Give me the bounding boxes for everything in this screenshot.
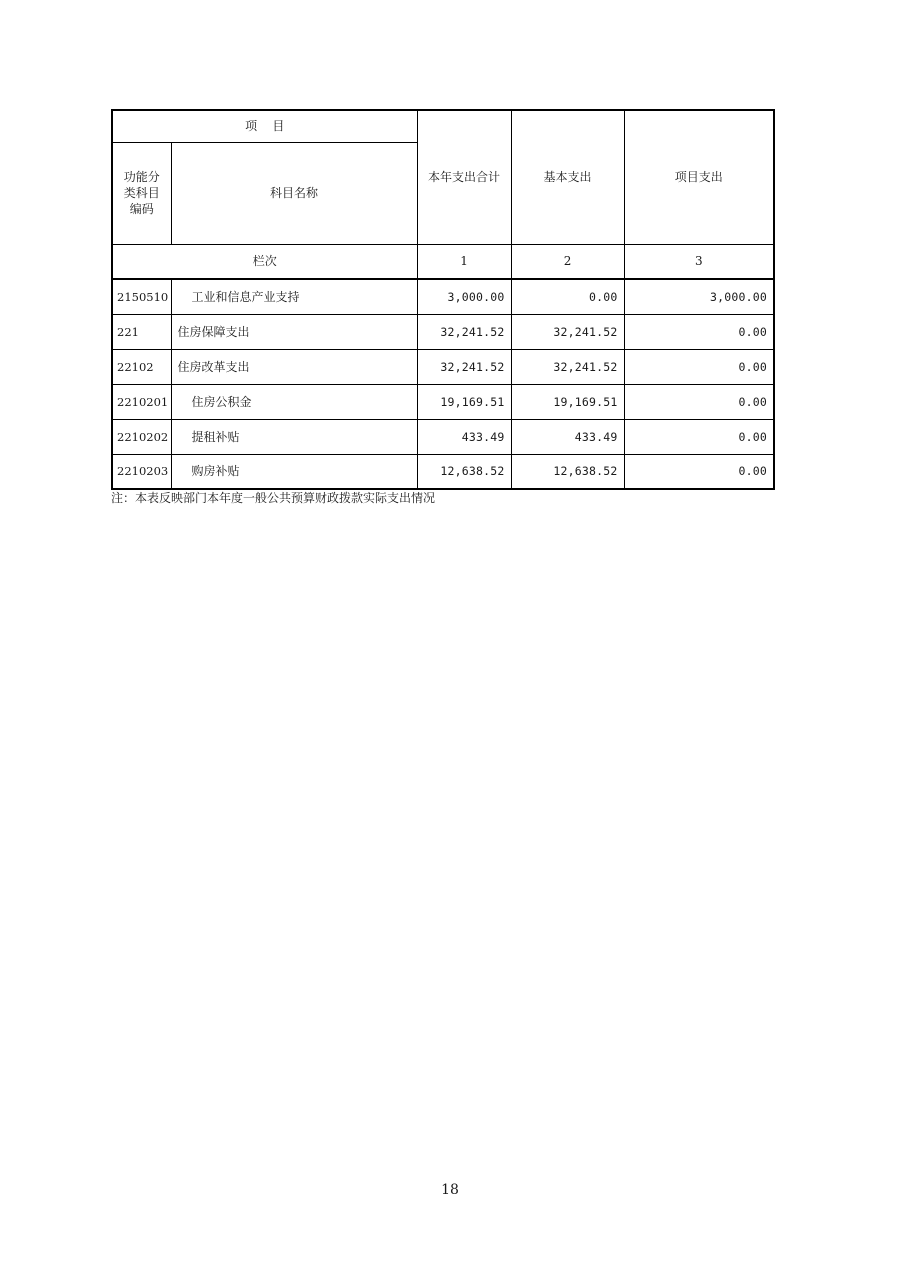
project-header: 项目支出	[624, 110, 774, 244]
row-total: 19,169.51	[417, 384, 511, 419]
row-project: 3,000.00	[624, 279, 774, 314]
row-project: 0.00	[624, 419, 774, 454]
row-code: 2210202	[112, 419, 171, 454]
row-code: 2210203	[112, 454, 171, 489]
row-basic: 32,241.52	[511, 314, 624, 349]
row-project: 0.00	[624, 349, 774, 384]
expenditure-table	[111, 109, 775, 490]
page-number: 18	[441, 1182, 459, 1198]
row-total: 32,241.52	[417, 314, 511, 349]
index-col3: 3	[624, 244, 774, 279]
row-name: 提租补贴	[171, 419, 417, 454]
code-header: 功能分 类科目 编码	[112, 142, 171, 244]
row-name: 住房公积金	[171, 384, 417, 419]
table-footnote: 注：本表反映部门本年度一般公共预算财政拨款实际支出情况	[111, 491, 436, 505]
row-name: 购房补贴	[171, 454, 417, 489]
row-project: 0.00	[624, 314, 774, 349]
row-total: 12,638.52	[417, 454, 511, 489]
total-header: 本年支出合计	[417, 110, 511, 244]
row-code: 22102	[112, 349, 171, 384]
row-basic: 12,638.52	[511, 454, 624, 489]
table-row	[112, 419, 774, 454]
row-basic: 433.49	[511, 419, 624, 454]
table-row	[112, 279, 774, 314]
basic-header: 基本支出	[511, 110, 624, 244]
row-project: 0.00	[624, 384, 774, 419]
row-total: 433.49	[417, 419, 511, 454]
index-col2: 2	[511, 244, 624, 279]
row-code: 2210201	[112, 384, 171, 419]
row-total: 32,241.52	[417, 349, 511, 384]
row-code: 221	[112, 314, 171, 349]
table-row	[112, 349, 774, 384]
index-col1: 1	[417, 244, 511, 279]
row-basic: 32,241.52	[511, 349, 624, 384]
row-basic: 19,169.51	[511, 384, 624, 419]
row-name: 住房改革支出	[171, 349, 417, 384]
name-header: 科目名称	[171, 142, 417, 244]
table-row	[112, 384, 774, 419]
table-row	[112, 454, 774, 489]
row-code: 2150510	[112, 279, 171, 314]
row-project: 0.00	[624, 454, 774, 489]
row-total: 3,000.00	[417, 279, 511, 314]
header-row-top	[112, 110, 774, 142]
index-row	[112, 244, 774, 279]
row-name: 住房保障支出	[171, 314, 417, 349]
table-row	[112, 314, 774, 349]
row-basic: 0.00	[511, 279, 624, 314]
item-group-header: 项 目	[112, 110, 417, 142]
index-label: 栏次	[112, 244, 417, 279]
row-name: 工业和信息产业支持	[171, 279, 417, 314]
